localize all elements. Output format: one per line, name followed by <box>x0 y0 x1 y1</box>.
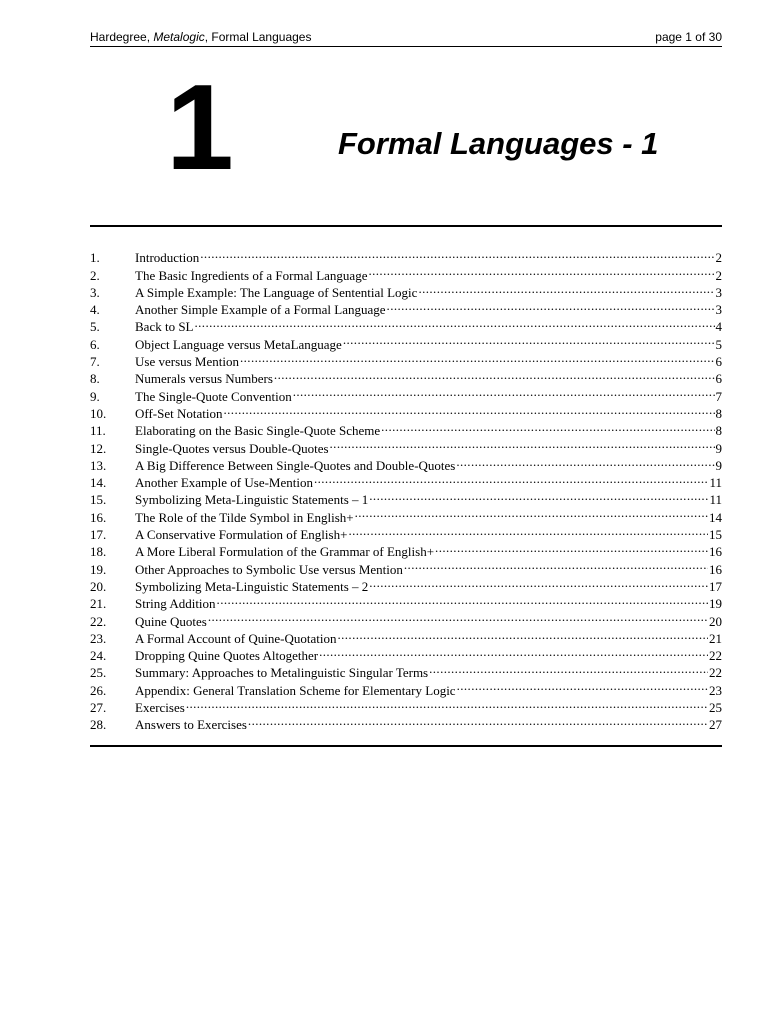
toc-entry-title: Another Simple Example of a Formal Language <box>135 302 386 318</box>
header-author: Hardegree, <box>90 30 154 44</box>
chapter-number: 1 <box>166 59 230 195</box>
toc-dot-leader <box>195 314 715 331</box>
toc-entry-title: A Big Difference Between Single-Quotes and Double-Quotes <box>135 457 456 473</box>
toc-entry-number: 7. <box>90 354 100 370</box>
toc-entry-number: 18. <box>90 544 107 560</box>
toc-dot-leader <box>387 297 715 314</box>
toc-entry[interactable] <box>90 245 722 266</box>
toc-dot-leader <box>418 280 714 297</box>
toc-entry-title: Symbolizing Meta-Linguistic Statements – 2 <box>135 578 369 594</box>
chapter-title: Formal Languages - 1 <box>338 126 659 161</box>
toc-entry-title: A Conservative Formulation of English+ <box>135 527 348 543</box>
toc-entry-title: Symbolizing Meta-Linguistic Statements – 1 <box>135 492 369 508</box>
toc-entry-page: 2 <box>715 267 722 283</box>
toc-entry-page: 11 <box>709 475 722 491</box>
toc-entry-page: 16 <box>709 561 722 577</box>
toc-entry-title: Elaborating on the Basic Single-Quote Scheme <box>135 423 381 439</box>
toc-entry-title: Another Example of Use-Mention <box>135 475 313 491</box>
toc-dot-leader <box>248 712 708 729</box>
toc-entry-number: 11. <box>90 423 106 439</box>
toc-dot-leader <box>429 660 708 677</box>
toc-dot-leader <box>381 418 714 435</box>
toc-entry-page: 7 <box>715 388 722 404</box>
toc-entry-title: Exercises <box>135 700 185 716</box>
toc-entry-number: 14. <box>90 475 107 491</box>
toc-entry-title: The Role of the Tilde Symbol in English+ <box>135 509 354 525</box>
toc-dot-leader <box>435 539 708 556</box>
toc-entry-page: 2 <box>715 250 722 266</box>
toc-dot-leader <box>369 574 708 591</box>
toc-entry-number: 2. <box>90 267 100 283</box>
running-title <box>90 30 311 44</box>
page-indicator: page 1 of 30 <box>655 30 722 44</box>
toc-entry-page: 14 <box>709 509 722 525</box>
toc-dot-leader <box>337 626 708 643</box>
toc-entry-page: 5 <box>715 336 722 352</box>
toc-dot-leader <box>330 435 715 452</box>
toc-entry-title: Answers to Exercises <box>135 717 247 733</box>
toc-dot-leader <box>217 591 708 608</box>
toc-dot-leader <box>368 262 714 279</box>
toc-entry-title: Dropping Quine Quotes Altogether <box>135 648 319 664</box>
toc-entry-title: Use versus Mention <box>135 354 239 370</box>
toc-dot-leader <box>200 245 714 262</box>
toc-entry-title: A Simple Example: The Language of Sentential Logic <box>135 284 418 300</box>
toc-dot-leader <box>274 366 715 383</box>
toc-dot-leader <box>343 331 715 348</box>
toc-entry-page: 8 <box>715 405 722 421</box>
toc-entry-page: 9 <box>715 457 722 473</box>
toc-entry-number: 15. <box>90 492 107 508</box>
toc-dot-leader <box>314 470 708 487</box>
toc-entry-title: Summary: Approaches to Metalinguistic Singular Terms <box>135 665 429 681</box>
toc-entry-number: 4. <box>90 302 100 318</box>
toc-entry-page: 21 <box>709 630 722 646</box>
toc-dot-leader <box>224 401 715 418</box>
toc-entry-title: Single-Quotes versus Double-Quotes <box>135 440 329 456</box>
toc-entry-title: Quine Quotes <box>135 613 207 629</box>
toc-entry-number: 9. <box>90 388 100 404</box>
toc-entry-page: 22 <box>709 665 722 681</box>
toc-entry-page: 19 <box>709 596 722 612</box>
toc-entry-number: 27. <box>90 700 107 716</box>
toc-entry-page: 20 <box>709 613 722 629</box>
toc-entry-title: The Single-Quote Convention <box>135 388 292 404</box>
toc-entry-number: 25. <box>90 665 107 681</box>
toc-entry-page: 11 <box>709 492 722 508</box>
toc-dot-leader <box>348 522 708 539</box>
toc-entry-number: 28. <box>90 717 107 733</box>
page-header <box>90 28 722 47</box>
toc-entry-title: Appendix: General Translation Scheme for Elementary Logic <box>135 682 456 698</box>
toc-entry-page: 8 <box>715 423 722 439</box>
toc-dot-leader <box>319 643 708 660</box>
header-chapter-short: , Formal Languages <box>204 30 312 44</box>
toc-entry-number: 6. <box>90 336 100 352</box>
toc-entry-number: 26. <box>90 682 107 698</box>
toc-dot-leader <box>456 453 714 470</box>
toc-entry-title: A Formal Account of Quine-Quotation <box>135 630 337 646</box>
toc-entry-number: 21. <box>90 596 107 612</box>
toc-entry-page: 3 <box>715 302 722 318</box>
toc-entry-page: 25 <box>709 700 722 716</box>
toc-dot-leader <box>186 695 708 712</box>
toc-dot-leader <box>240 349 715 366</box>
toc-entry-number: 13. <box>90 457 107 473</box>
toc-dot-leader <box>404 556 708 573</box>
top-divider <box>90 225 722 227</box>
toc-entry-number: 17. <box>90 527 107 543</box>
toc-entry-number: 23. <box>90 630 107 646</box>
toc-entry-number: 3. <box>90 284 100 300</box>
toc-entry-number: 20. <box>90 578 107 594</box>
toc-entry-number: 8. <box>90 371 100 387</box>
toc-entry-page: 9 <box>715 440 722 456</box>
table-of-contents <box>90 245 722 733</box>
toc-entry-title: The Basic Ingredients of a Formal Language <box>135 267 368 283</box>
bottom-divider <box>90 745 722 747</box>
toc-entry-number: 12. <box>90 440 107 456</box>
toc-dot-leader <box>293 383 715 400</box>
toc-entry-title: Back to SL <box>135 319 194 335</box>
toc-entry-title: Other Approaches to Symbolic Use versus Mention <box>135 561 403 577</box>
toc-entry-page: 4 <box>715 319 722 335</box>
toc-entry-page: 3 <box>715 284 722 300</box>
toc-dot-leader <box>457 677 708 694</box>
toc-entry-page: 16 <box>709 544 722 560</box>
toc-entry-number: 1. <box>90 250 100 266</box>
toc-entry-page: 17 <box>709 578 722 594</box>
toc-entry-number: 16. <box>90 509 107 525</box>
toc-entry-page: 22 <box>709 648 722 664</box>
toc-entry-title: String Addition <box>135 596 216 612</box>
toc-entry-title: A More Liberal Formulation of the Grammar of English+ <box>135 544 435 560</box>
toc-entry-page: 15 <box>709 527 722 543</box>
toc-entry-number: 10. <box>90 405 107 421</box>
toc-entry-title: Numerals versus Numbers <box>135 371 273 387</box>
toc-entry-title: Introduction <box>135 250 200 266</box>
toc-entry-number: 24. <box>90 648 107 664</box>
toc-entry-number: 22. <box>90 613 107 629</box>
toc-entry-title: Object Language versus MetaLanguage <box>135 336 342 352</box>
toc-entry-number: 19. <box>90 561 107 577</box>
toc-entry-page: 6 <box>715 371 722 387</box>
toc-dot-leader <box>208 608 708 625</box>
toc-entry-page: 23 <box>709 682 722 698</box>
header-book-title: Metalogic <box>153 30 205 44</box>
toc-entry-title: Off-Set Notation <box>135 405 223 421</box>
toc-entry-page: 6 <box>715 354 722 370</box>
toc-entry-number: 5. <box>90 319 100 335</box>
toc-dot-leader <box>369 487 708 504</box>
toc-dot-leader <box>355 504 708 521</box>
toc-entry-page: 27 <box>709 717 722 733</box>
